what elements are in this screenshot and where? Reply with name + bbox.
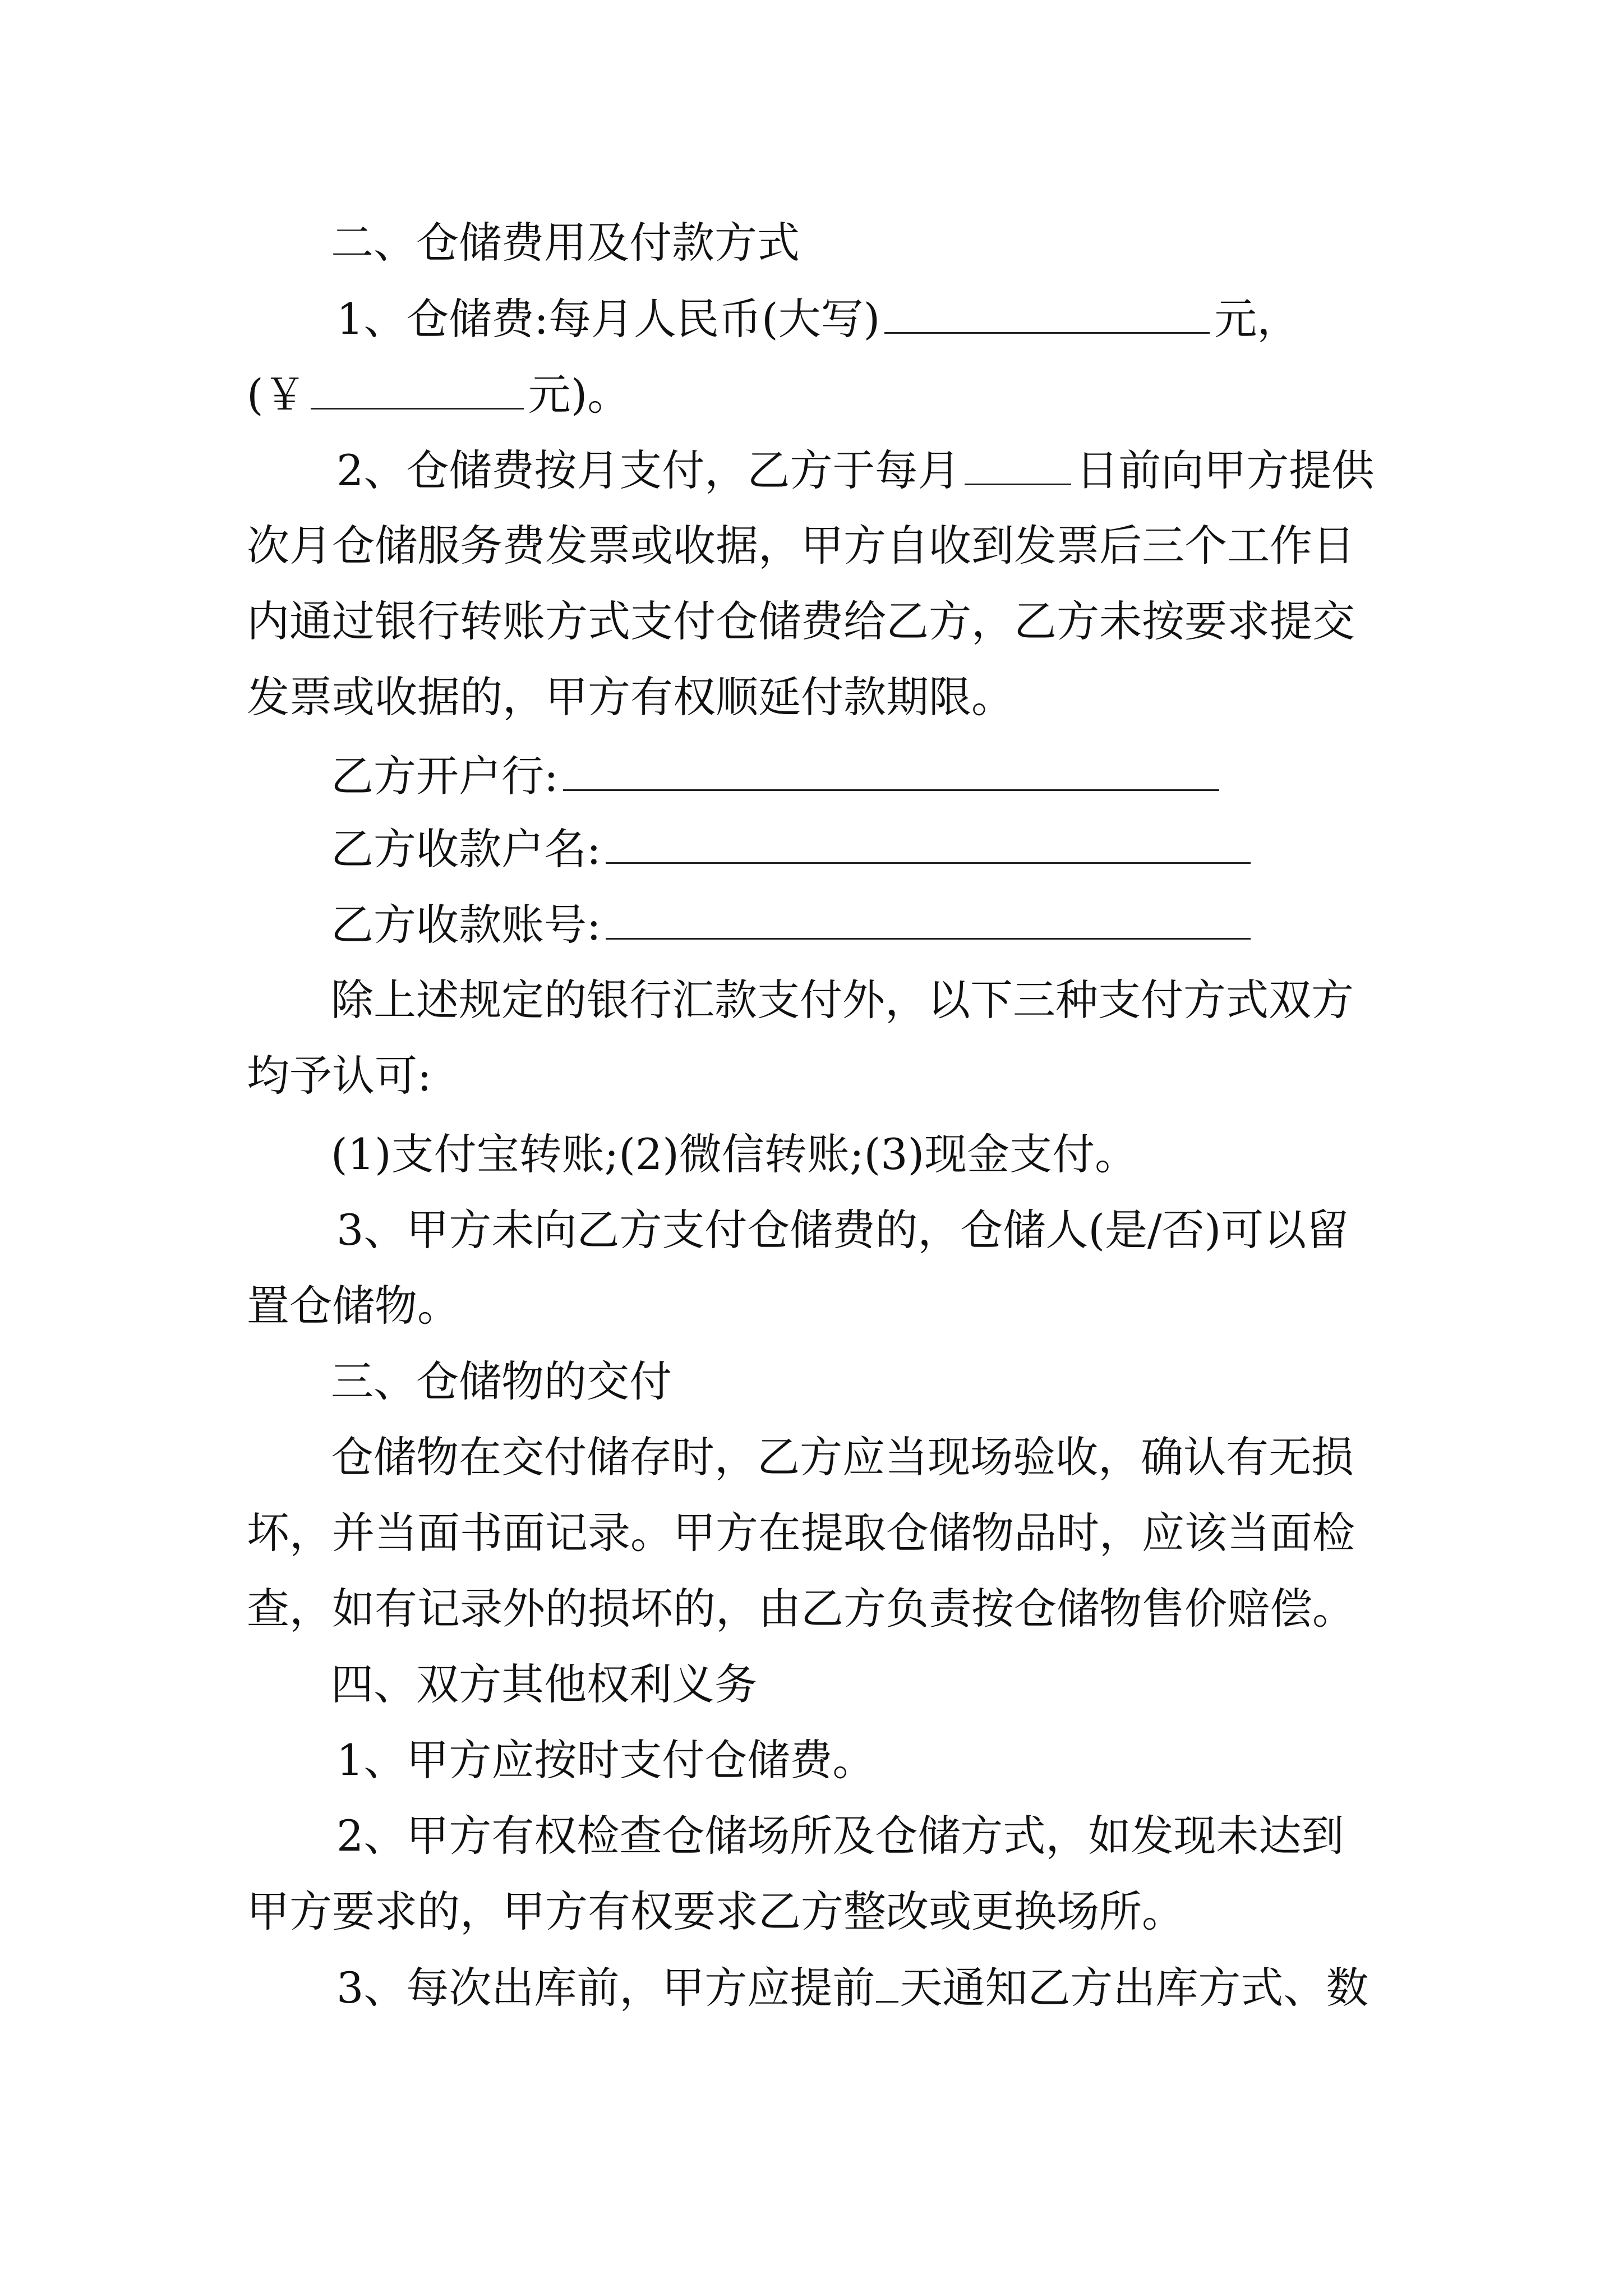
fee-prefix: 1、仓储费:每月人民币(大写): [336, 294, 880, 344]
notice-days-blank[interactable]: [876, 1966, 898, 2003]
section3-line-2-text: 坏，并当面书面记录。甲方在提取仓储物品时，应该当面检: [247, 1508, 1355, 1558]
section2-heading: [331, 218, 1623, 268]
payment-line-4: [247, 672, 1623, 722]
payment-line-2: [247, 521, 1623, 570]
section3-line-2: [247, 1508, 1623, 1558]
other-pay-line-2: [247, 1051, 1623, 1101]
fee-unit: 元，: [1214, 294, 1300, 344]
section3-line-3-text: 查，如有记录外的损坏的，由乙方负责按仓储物售价赔偿。: [247, 1584, 1355, 1634]
payment-line-1b: 日前向甲方提供: [1076, 445, 1375, 495]
section4-item-2-line-1: [336, 1811, 1623, 1861]
payment-line-3: [247, 596, 1623, 646]
payment-day-blank[interactable]: [965, 449, 1071, 485]
section4-heading: [331, 1659, 1623, 1709]
fee-number-prefix: (￥: [247, 370, 306, 420]
section4-item-2-line-2: [247, 1887, 1623, 1936]
section4-item-2-line-2-text: 甲方要求的，甲方有权要求乙方整改或更换场所。: [247, 1887, 1184, 1936]
section3-heading: [331, 1356, 1623, 1406]
section3-line-1-text: 仓储物在交付储存时，乙方应当现场验收，确认有无损: [331, 1432, 1354, 1482]
section4-item-2-line-1-text: 2、甲方有权检查仓储场所及仓储方式，如发现未达到: [336, 1811, 1344, 1861]
section4-item-1-text: 1、甲方应按时支付仓储费。: [336, 1735, 875, 1785]
account-number-label: 乙方收款账号:: [331, 900, 601, 950]
account-name-line: [331, 824, 1623, 874]
section4-item-1: [336, 1735, 1623, 1785]
other-pay-methods-text: (1)支付宝转账;(2)微信转账;(3)现金支付。: [331, 1129, 1138, 1179]
section4-item-3b: 天通知乙方出库方式、数: [900, 1963, 1369, 2013]
lien-line-1-text: 3、甲方未向乙方支付仓储费的，仓储人(是/否)可以留: [336, 1205, 1349, 1255]
fee-amount-number-blank[interactable]: [311, 373, 524, 409]
lien-line-2-text: 置仓储物。: [247, 1281, 460, 1331]
account-number-line: [331, 900, 1623, 950]
account-name-blank[interactable]: [606, 827, 1251, 864]
payment-line-4-text: 发票或收据的，甲方有权顺延付款期限。: [247, 672, 1014, 722]
bank-label: 乙方开户行:: [331, 751, 559, 801]
lien-line-1: [336, 1205, 1623, 1255]
account-number-blank[interactable]: [606, 903, 1251, 940]
fee-number-line: [247, 370, 1623, 420]
section3-line-1: [331, 1432, 1623, 1482]
fee-line: [336, 294, 1623, 344]
section4-heading-text: 四、双方其他权利义务: [331, 1659, 757, 1709]
payment-line-3-text: 内通过银行转账方式支付仓储费给乙方，乙方未按要求提交: [247, 596, 1355, 646]
payment-line-1: [336, 445, 1623, 495]
account-name-label: 乙方收款户名:: [331, 824, 601, 874]
other-pay-line-2-text: 均予认可:: [247, 1051, 432, 1101]
section2-heading-text: 二、仓储费用及付款方式: [331, 218, 800, 268]
bank-line: [331, 751, 1623, 801]
section4-item-3a: 3、每次出库前，甲方应提前: [336, 1963, 875, 2013]
fee-amount-words-blank[interactable]: [884, 297, 1210, 334]
section3-line-3: [247, 1584, 1623, 1634]
other-pay-methods: [331, 1129, 1623, 1179]
other-pay-line-1: [331, 975, 1623, 1025]
fee-number-suffix: 元)。: [528, 370, 630, 420]
payment-line-2-text: 次月仓储服务费发票或收据，甲方自收到发票后三个工作日: [247, 521, 1355, 570]
bank-blank[interactable]: [563, 754, 1219, 791]
other-pay-line-1-text: 除上述规定的银行汇款支付外，以下三种支付方式双方: [331, 975, 1354, 1025]
section4-item-3: [336, 1963, 1623, 2013]
section3-heading-text: 三、仓储物的交付: [331, 1356, 672, 1406]
lien-line-2: [247, 1281, 1623, 1331]
payment-line-1a: 2、仓储费按月支付，乙方于每月: [336, 445, 961, 495]
